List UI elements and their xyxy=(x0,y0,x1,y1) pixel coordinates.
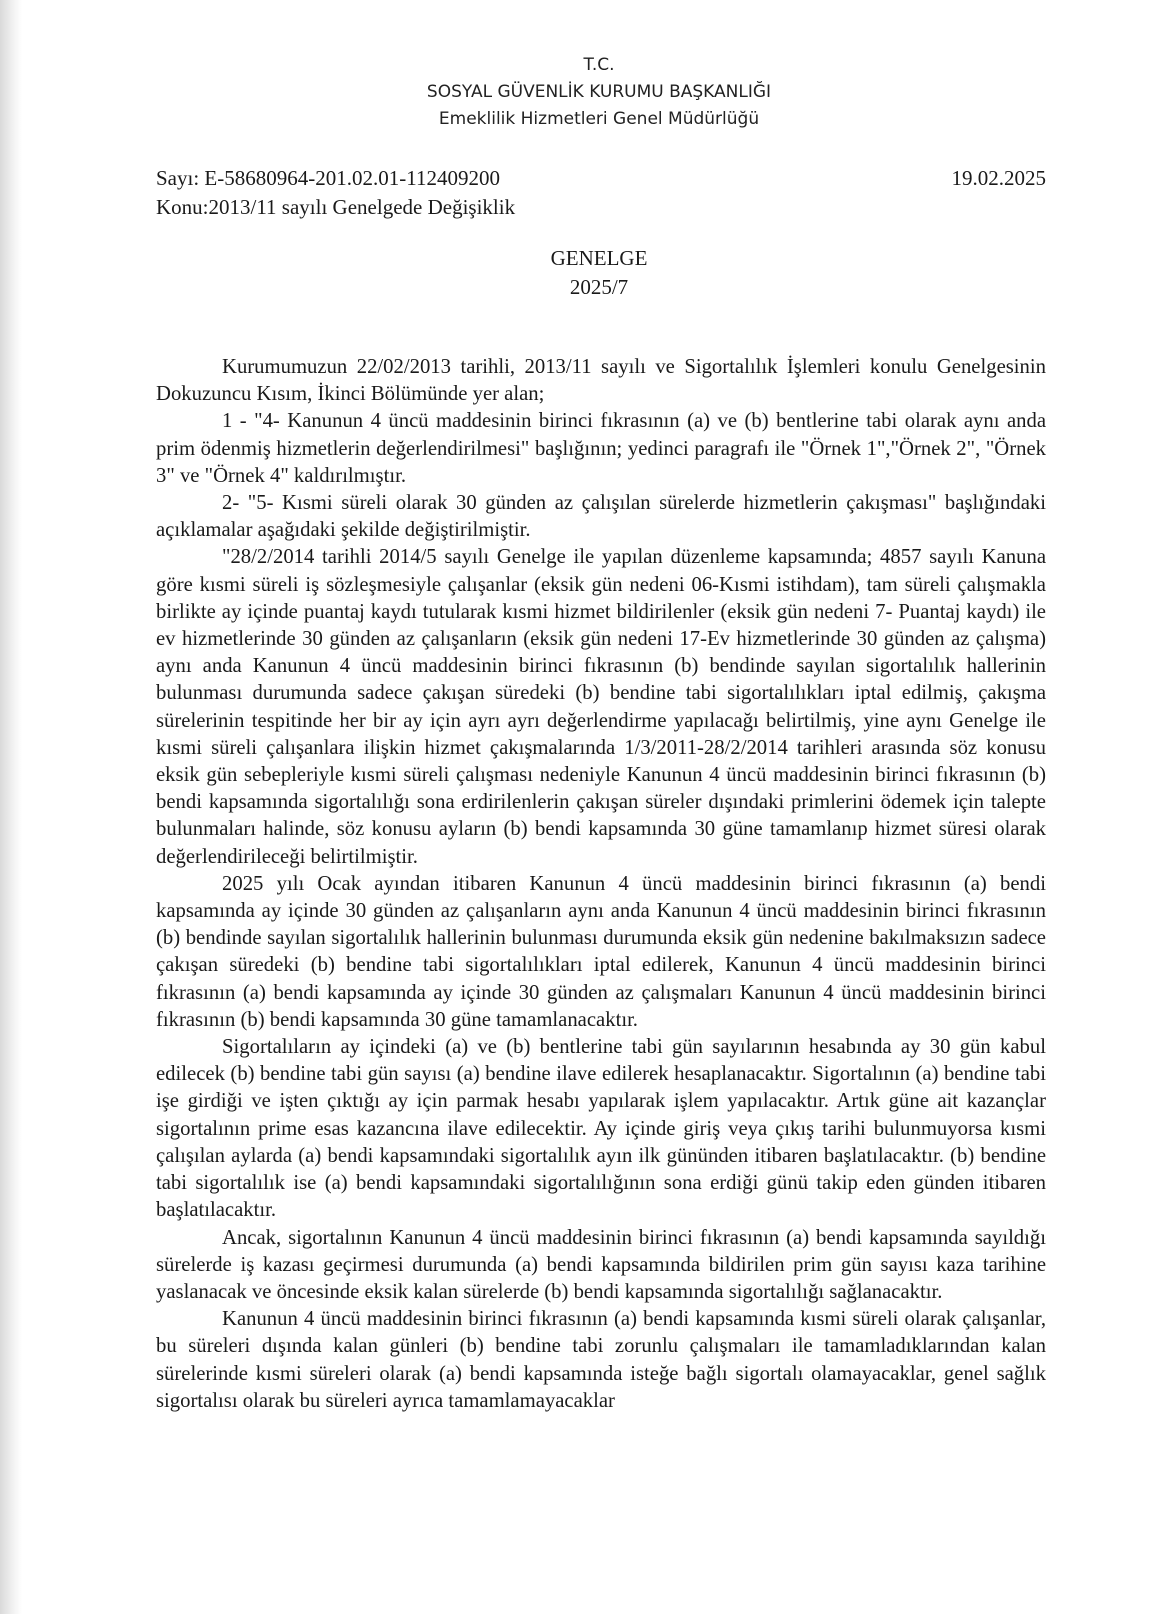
letterhead-institution: SOSYAL GÜVENLİK KURUMU BAŞKANLIĞI xyxy=(426,82,772,102)
paragraph-2025-rule: 2025 yılı Ocak ayından itibaren Kanunun 4 üncü maddesinin birinci fıkrasının (a) bendi kapsamında ay içinde 30 günden az çalışanların aynı anda Kanunun 4 üncü maddesinin birinci fıkrasının (b) bendinde sayılan sigortalılık hallerinin bulunması durumunda eksik gün nedenine bakılmaksızın sadece çakışan süredeki (b) bendine tabi sigortalılıkları iptal edilerek, Kanunun 4 üncü maddesinin birinci fıkrasının (a) bendi kapsamında ay içinde 30 günden az çalışmaları Kanunun 4 üncü maddesinin birinci fıkrasının (b) bendi kapsamında 30 güne tamamlanacaktır. xyxy=(156,872,1046,1031)
document-body xyxy=(156,354,1046,1415)
title-genelge: GENELGE xyxy=(550,246,648,270)
paragraph-voluntary-insurance: Kanunun 4 üncü maddesinin birinci fıkrasının (a) bendi kapsamında kısmi süreli olarak çalışanlar, bu süreleri dışında kalan günleri (b) bendine tabi zorunlu çalışmaları ile tamamladıklarından kalan sürelerinde kısmi süreleri olarak (a) bendi kapsamında isteğe bağlı sigortalı olamayacaklar, genel sağlık sigortalısı olarak bu süreleri ayrıca tamamlamayacaklar xyxy=(156,1308,1046,1412)
document-subject: Konu:2013/11 sayılı Genelgede Değişiklik xyxy=(156,195,516,219)
paragraph-intro: Kurumumuzun 22/02/2013 tarihli, 2013/11 sayılı ve Sigortalılık İşlemleri konulu Genelgesinin Dokuzuncu Kısım, İkinci Bölümünde yer alan; xyxy=(156,356,1046,406)
document-title xyxy=(0,244,1170,302)
paragraph-day-calculation: Sigortalıların ay içindeki (a) ve (b) bentlerine tabi gün sayılarının hesabında ay 30 gün kabul edilecek (b) bendine tabi gün sayısı (a) bendine ilave edilerek hesaplanacaktır. Sigortalının (a) bendine tabi işe girdiği ve işten çıktığı ay için parmak hesabı yapılarak işlem yapılacaktır. Artık güne ait kazançlar sigortalının prime esas kazancına ilave edilecektir. Ay içinde giriş veya çıkış tarihi bulunmuyorsa kısmi çalışılan aylarda (a) bendi kapsamındaki sigortalılık ayın ilk gününden itibaren başlatılacaktır. (b) bendine tabi sigortalılık ise (a) bendi kapsamındaki sigortalılığının sona erdiği günü takip eden günden itibaren başlatılacaktır. xyxy=(156,1036,1046,1222)
document-number: Sayı: E-58680964-201.02.01-112409200 xyxy=(156,166,500,190)
paragraph-item-2: 2- "5- Kısmi süreli olarak 30 günden az çalışılan sürelerde hizmetlerin çakışması" başlığındaki açıklamalar aşağıdaki şekilde değiştirilmiştir. xyxy=(156,492,1046,542)
letterhead-department: Emeklilik Hizmetleri Genel Müdürlüğü xyxy=(438,109,760,129)
letterhead-country: T.C. xyxy=(583,55,615,75)
paragraph-quote-start: "28/2/2014 tarihli 2014/5 sayılı Genelge ile yapılan düzenleme kapsamında; 4857 sayılı Kanuna göre kısmi süreli iş sözleşmesiyle çalışanlar (eksik gün nedeni 06-Kısmi istihdam), tam süreli çalışmakla birlikte ay içinde puantaj kaydı tutularak kısmi hizmet bildirilenler (eksik gün nedeni 7- Puantaj kaydı) ile ev hizmetlerinde 30 günden az çalışanların (eksik gün nedeni 17-Ev hizmetlerinde 30 günden az çalışma) aynı anda Kanunun 4 üncü maddesinin birinci fıkrasının (b) bendinde sayılan sigortalılık hallerinin bulunması durumunda sadece çakışan süredeki (b) bendine tabi sigortalılıkları iptal edilmiş, çakışma sürelerinin tespitinde her bir ay için ayrı ayrı değerlendirme yapılacağı belirtilmiş, yine aynı Genelge ile kısmi süreli çalışanlara ilişkin hizmet çakışmalarında 1/3/2011-28/2/2014 tarihleri arasında söz konusu eksik gün sebepleriyle kısmi süreli çalışması nedeniyle Kanunun 4 üncü maddesinin birinci fıkrasının (b) bendi kapsamında sigortalılığı sona erdirilenlerin çakışan süreler dışındaki primlerini ödemek için talepte bulunmaları halinde, söz konusu ayların (b) bendi kapsamında 30 güne tamamlanıp hizmet süresi olarak değerlendirileceği belirtilmiştir. xyxy=(156,546,1046,868)
paragraph-work-accident: Ancak, sigortalının Kanunun 4 üncü maddesinin birinci fıkrasının (a) bendi kapsamında sayıldığı sürelerde iş kazası geçirmesi durumunda (a) bendi kapsamında bildirilen prim gün sayısı kaza tarihine yaslanacak ve öncesinde eksik kalan sürelerde (b) bendi kapsamında sigortalılığı sağlanacaktır. xyxy=(156,1226,1046,1303)
letterhead xyxy=(0,52,1170,133)
title-number: 2025/7 xyxy=(569,275,629,299)
paragraph-item-1: 1 - "4- Kanunun 4 üncü maddesinin birinci fıkrasının (a) ve (b) bentlerine tabi olarak aynı anda prim ödenmiş hizmetlerin değerlendirilmesi" başlığının; yedinci paragrafı ile "Örnek 1","Örnek 2", "Örnek 3" ve "Örnek 4" kaldırılmıştır. xyxy=(156,410,1046,487)
document-meta xyxy=(156,164,1046,222)
document-date: 19.02.2025 xyxy=(951,166,1046,190)
